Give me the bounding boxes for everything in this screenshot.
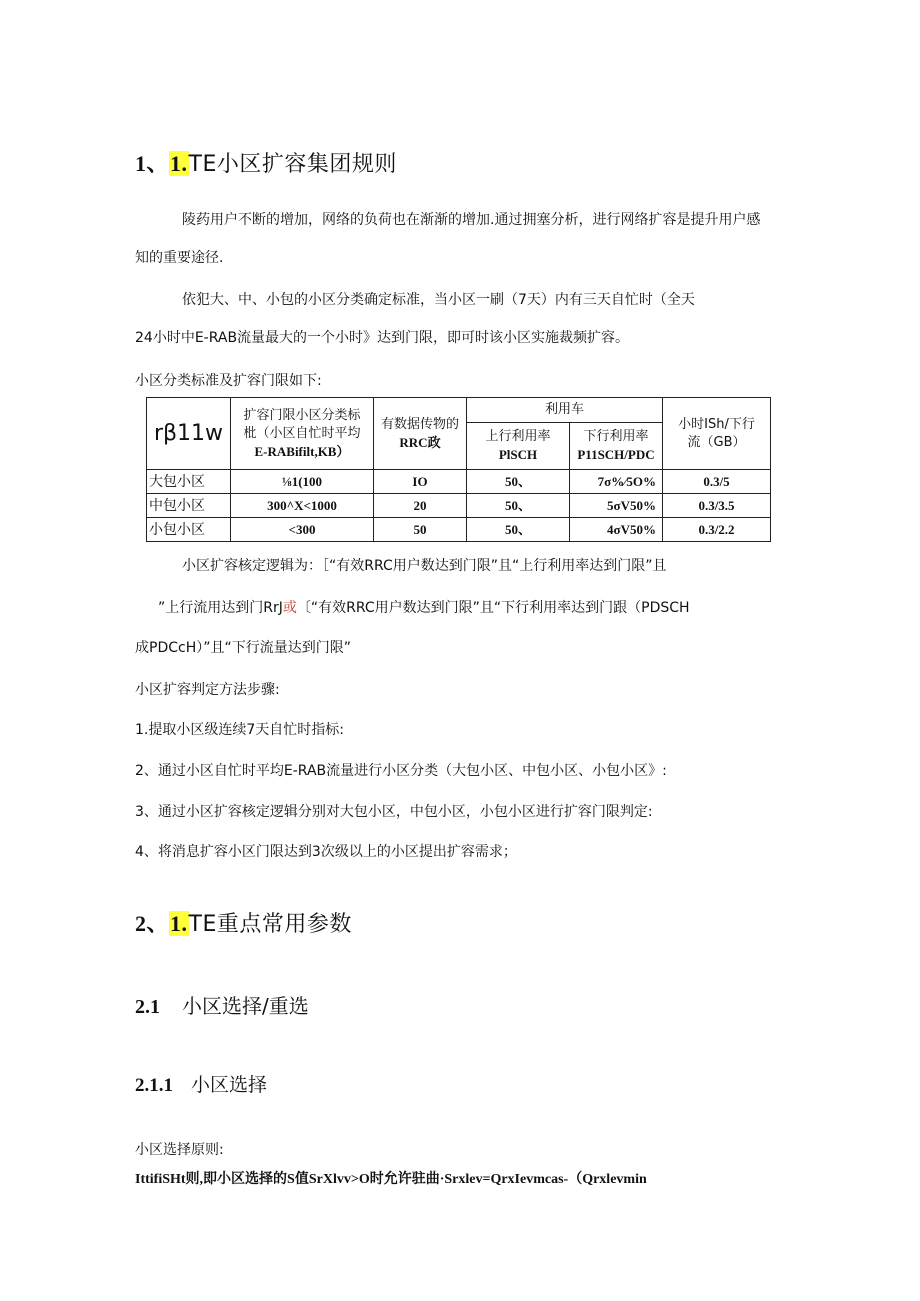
para2-line2: 24小时中E-RAB流量最大的一个小时》达到门限，即可时该小区实施裁频扩容。 — [135, 330, 630, 346]
cell-erab: 300^X<1000 — [231, 494, 374, 518]
logic-line2 — [158, 598, 690, 618]
section-1-title: TE小区扩容集团规则 — [188, 152, 397, 177]
section-2-1-number: 2.1 — [135, 996, 160, 1018]
header-erab-line2: 枇（小区自忙时平均 — [243, 425, 361, 441]
cell-ul: 50、 — [467, 494, 570, 518]
header-ul — [467, 423, 570, 470]
header-ul-line1: 上行利用率 — [485, 429, 551, 444]
cell-ul: 50、 — [467, 470, 570, 494]
header-flow-line2: 流（GB） — [687, 434, 746, 450]
header-flow-line1: 小时ISh/下行 — [678, 416, 755, 432]
header-erab — [231, 398, 374, 470]
table-row — [147, 470, 771, 494]
cell-ul: 50、 — [467, 518, 570, 542]
header-rrc-line1: 有数据传物的 — [380, 416, 459, 432]
header-dl — [570, 423, 663, 470]
section-2-highlight: 1. — [170, 911, 188, 936]
logic-line2-part-c: 〔“有效RRC用户数达到门限”且“下行利用率达到门跟（PDSCH — [296, 600, 690, 616]
section-1-number: 1、 — [135, 151, 170, 176]
section-2-title: TE重点常用参数 — [188, 912, 352, 937]
section-2-1-1-heading — [135, 1070, 267, 1097]
header-erab-line3: E-RABifilt,KB） — [254, 443, 350, 459]
section-2-1-1-title: 小区选择 — [191, 1074, 268, 1096]
section-1-heading — [135, 147, 397, 178]
row-label: 小包小区 — [147, 518, 231, 542]
section-2-1-title: 小区选择/重选 — [182, 994, 309, 1018]
cell-dl: 4σV50% — [570, 518, 663, 542]
cell-rrc: 20 — [374, 494, 467, 518]
cell-flow: 0.3/2.2 — [663, 518, 771, 542]
header-rrc-line2: RRC政 — [399, 434, 441, 450]
table-row — [147, 518, 771, 542]
table-intro: 小区分类标准及扩容门限如下: — [135, 373, 322, 389]
cell-flow: 0.3/5 — [663, 470, 771, 494]
logic-line1: 小区扩容核定逻辑为：［“有效RRC用户数达到门限”且“上行利用率达到门限”且 — [182, 558, 667, 574]
header-utilization: 利用车 — [467, 398, 663, 423]
step-4: 4、将消息扩容小区门限达到3次级以上的小区提出扩容需求； — [135, 844, 517, 860]
header-rrc — [374, 398, 467, 470]
section-1-highlight: 1. — [170, 151, 188, 176]
logic-line2-part-a: ”上行流用达到门RrJ — [158, 600, 283, 616]
step-3: 3、通过小区扩容核定逻辑分别对大包小区，中包小区，小包小区进行扩容门限判定: — [135, 804, 653, 820]
section-2-number: 2、 — [135, 911, 170, 936]
row-label: 中包小区 — [147, 494, 231, 518]
header-dl-line1: 下行利用率 — [583, 429, 649, 444]
header-flow — [663, 398, 771, 470]
cell-flow: 0.3/3.5 — [663, 494, 771, 518]
section-2-heading — [135, 907, 352, 938]
header-erab-line1: 扩容门限小区分类标 — [243, 407, 361, 423]
cell-erab: ⅛1(100 — [231, 470, 374, 494]
header-dl-line2: P11SCH/PDC — [577, 447, 655, 462]
classification-table — [146, 397, 771, 542]
row-label: 大包小区 — [147, 470, 231, 494]
header-ul-line2: PlSCH — [498, 447, 538, 462]
para1-line1: 陵药用户不断的增加，网络的负荷也在渐渐的增加.通过拥塞分析，进行网络扩容是提升用户感 — [182, 212, 761, 228]
cell-dl: 5σV50% — [570, 494, 663, 518]
logic-line2-or: 或 — [282, 600, 297, 616]
cell-rrc: IO — [374, 470, 467, 494]
step-2: 2、通过小区自忙时平均E-RAB流量进行小区分类（大包小区、中包小区、小包小区》: — [135, 763, 667, 779]
section-2-1-1-number: 2.1.1 — [135, 1075, 173, 1096]
steps-title: 小区扩容判定方法步骤: — [135, 682, 280, 698]
table-row — [147, 494, 771, 518]
logic-line3: 成PDCcH）”且“下行流量达到门限” — [135, 640, 351, 656]
para1-line2: 知的重要途径. — [135, 250, 224, 266]
cell-erab: <300 — [231, 518, 374, 542]
para2-line1: 依犯大、中、小包的小区分类确定标准，当小区一刷（7天）内有三天自忙时（全天 — [182, 292, 695, 308]
cell-selection-formula: IttifiSHt则,即小区选择的S值SrXlvv>O时允许驻曲·Srxlev=QrxIevmcas-（Qrxlevmin — [135, 1172, 647, 1187]
section-2-1-heading — [135, 990, 309, 1019]
cell-selection-principle: 小区选择原则: — [135, 1142, 224, 1158]
step-1: 1.提取小区级连续7天自忙时指标: — [135, 722, 344, 738]
table-corner-cell: rβ11w — [147, 398, 231, 470]
cell-dl: 7σ%⁄5O% — [570, 470, 663, 494]
table-header-row-1 — [147, 398, 771, 423]
cell-rrc: 50 — [374, 518, 467, 542]
